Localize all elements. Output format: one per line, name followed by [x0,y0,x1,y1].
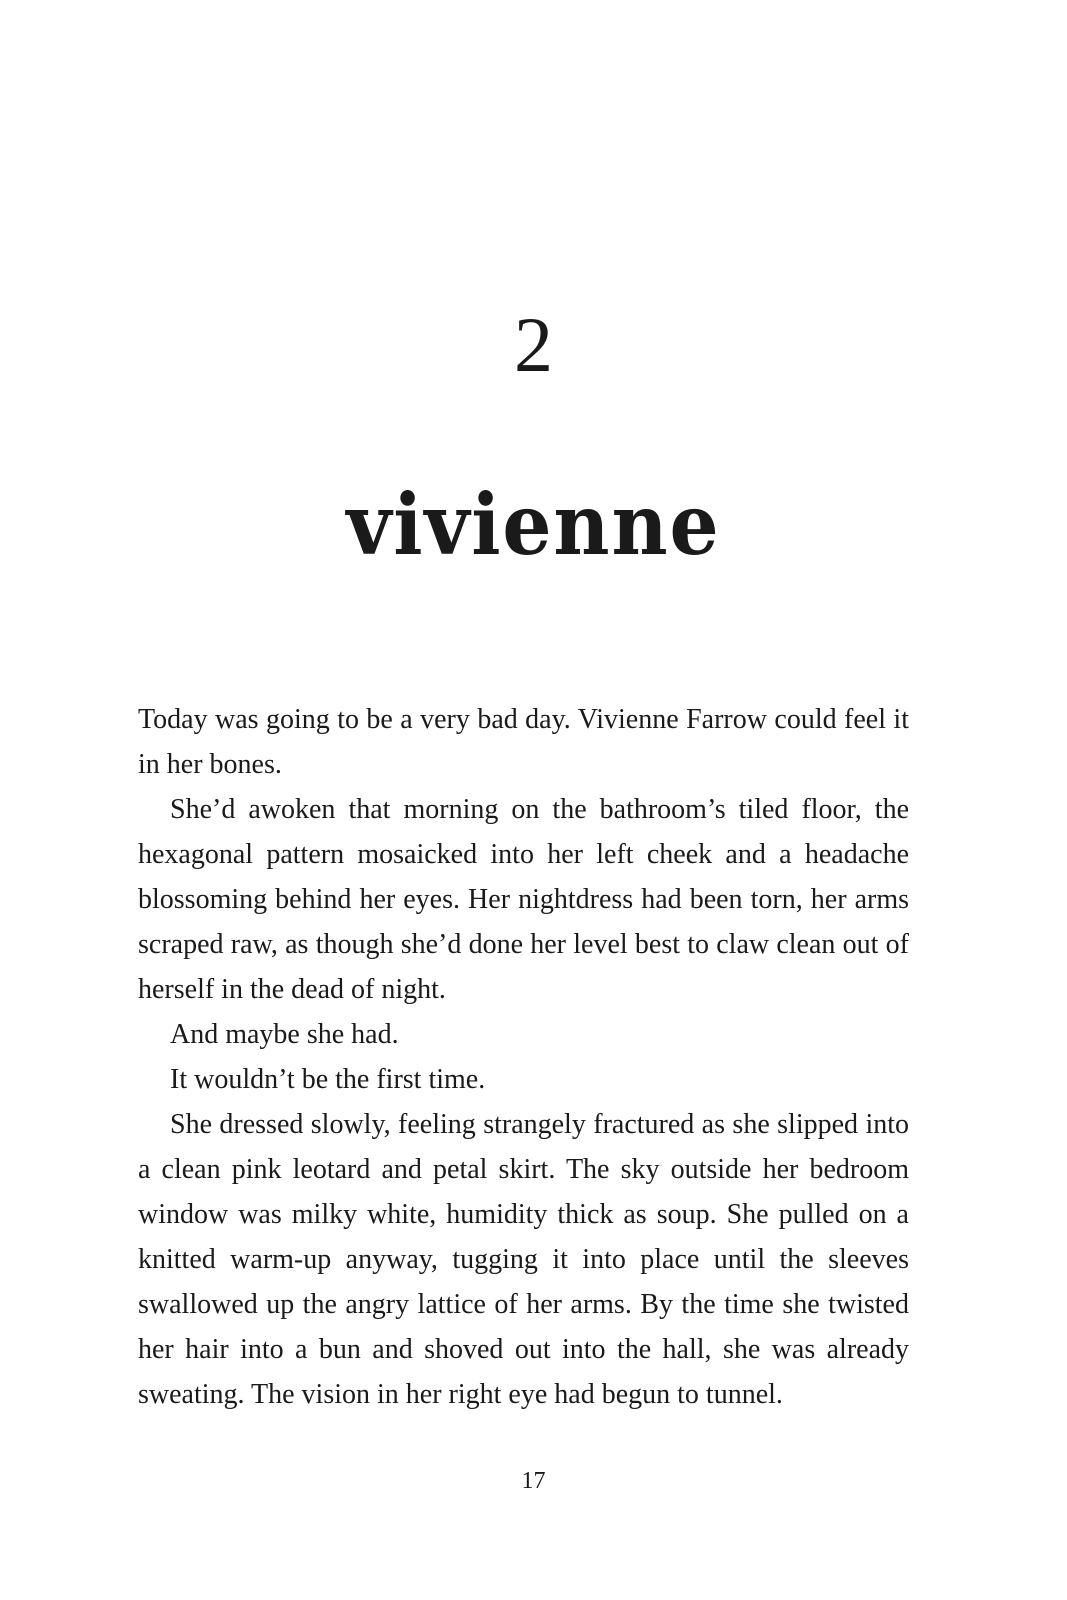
paragraph: She dressed slowly, feeling strangely fractured as she slipped into a clean pink leotard and petal skirt. The sky outside her bedroom window was milky white, humidity thick as soup. She pulled on a knitted warm-up anyway, tugging it into place until the sleeves swallowed up the angry lattice of her arms. By the time she twisted her hair into a bun and shoved out into the hall, she was already sweating. The vision in her right eye had begun to tunnel. [138,1109,909,1410]
paragraph: She’d awoken that morning on the bathroom’s tiled floor, the hexagonal pattern mosaicked into her left cheek and a headache blossoming behind her eyes. Her nightdress had been torn, her arms scraped raw, as though she’d done her level best to claw clean out of herself in the dead of night. [138,794,909,1005]
chapter-title: vivienne [346,475,721,574]
page-number: 17 [521,1468,546,1494]
chapter-number: 2 [514,301,553,388]
paragraph: It wouldn’t be the first time. [170,1064,486,1095]
body-text [138,697,909,1417]
paragraph: Today was going to be a very bad day. Vivienne Farrow could feel it in her bones. [138,704,909,780]
paragraph: And maybe she had. [170,1019,399,1050]
